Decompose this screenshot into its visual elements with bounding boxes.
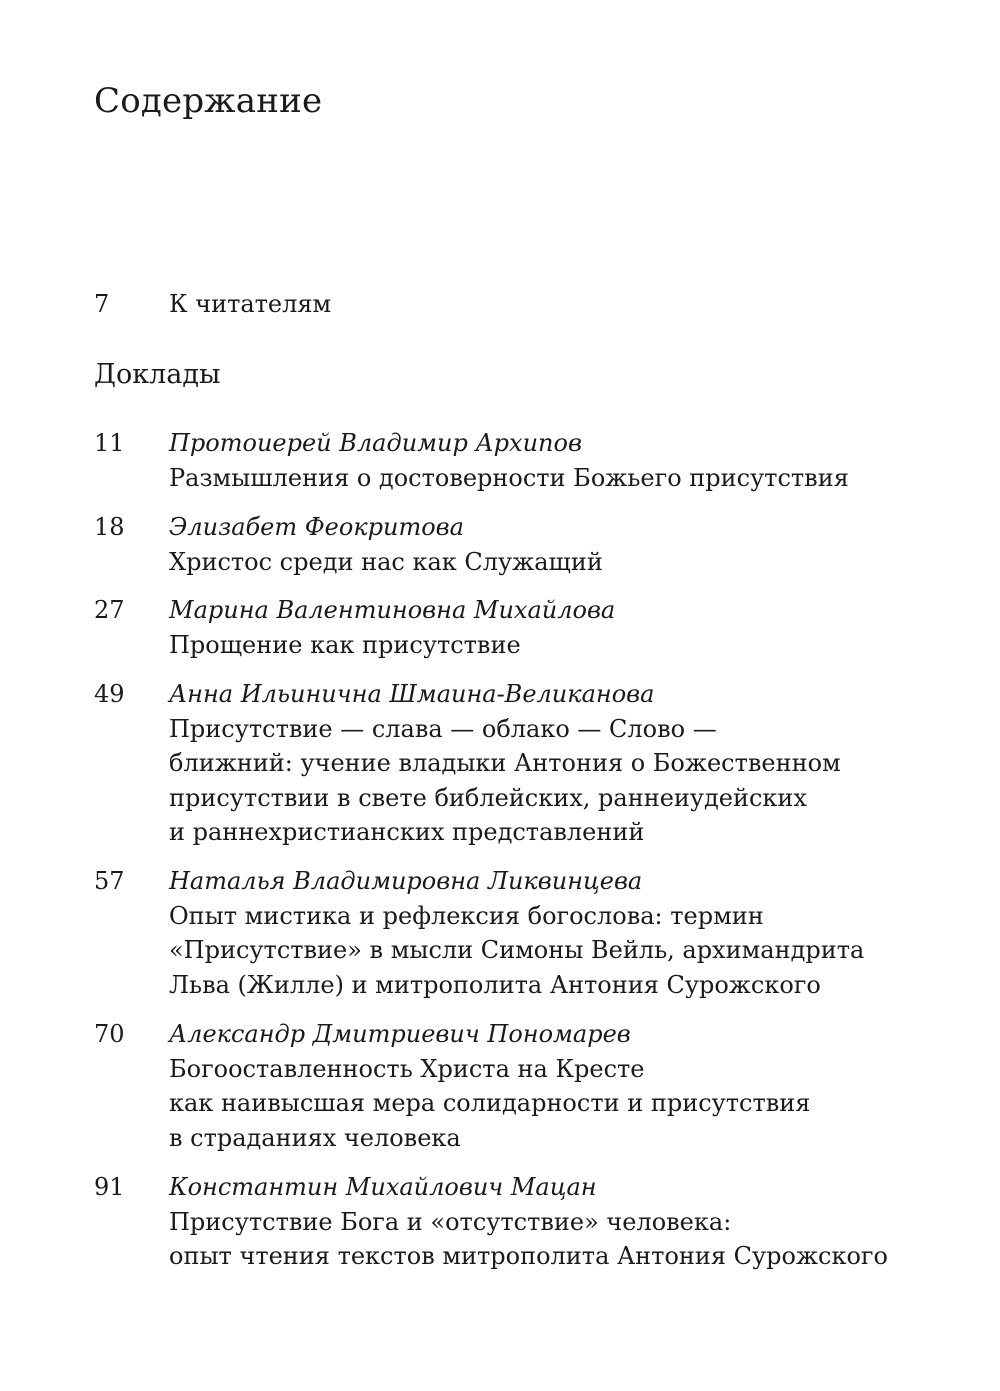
entry-page-number: 27	[94, 596, 125, 624]
toc-entry	[94, 1017, 914, 1155]
entry-page-number: 91	[94, 1173, 125, 1201]
entry-author: Александр Дмитриевич Пономарев	[169, 1020, 631, 1048]
entry-author: Анна Ильинична Шмаина-Великанова	[169, 680, 655, 708]
entry-page-number: 57	[94, 867, 125, 895]
toc-entry	[94, 426, 914, 495]
entry-author: Константин Михайлович Мацан	[169, 1173, 597, 1201]
entry-title-line: Прощение как присутствие	[169, 630, 521, 659]
entry-title-line: как наивысшая мера солидарности и присутствия	[169, 1089, 811, 1117]
entry-page-number: 49	[94, 680, 125, 708]
entry-title-line: в страданиях человека	[169, 1123, 461, 1152]
entry-author: Элизабет Феокритова	[169, 513, 464, 541]
entry-page-number: 18	[94, 513, 125, 541]
toc-entry	[94, 1170, 914, 1274]
toc-entry	[94, 510, 914, 579]
entry-author: Наталья Владимировна Ликвинцева	[169, 867, 643, 895]
entry-title-line: присутствии в свете библейских, раннеиудейских	[169, 783, 807, 812]
entry-title-line: Размышления о достоверности Божьего присутствия	[169, 463, 849, 492]
entry-title: К читателям	[169, 290, 332, 318]
entry-author: Протоиерей Владимир Архипов	[169, 429, 582, 457]
page-title: Содержание	[94, 81, 323, 121]
entry-page-number: 70	[94, 1020, 125, 1048]
entry-title-line: Опыт мистика и рефлексия богослова: термин	[169, 901, 764, 930]
toc-entry-intro	[94, 287, 914, 322]
entry-title-line: Присутствие Бога и «отсутствие» человека:	[169, 1207, 732, 1236]
section-title: Доклады	[94, 359, 221, 390]
toc-entry	[94, 864, 914, 1002]
toc-entry	[94, 593, 914, 662]
entry-author: Марина Валентиновна Михайлова	[169, 596, 616, 624]
entry-title-line: и раннехристианских представлений	[169, 818, 645, 846]
entry-page-number: 11	[94, 429, 125, 457]
entry-title-line: Присутствие — слава — облако — Слово —	[169, 714, 717, 743]
entry-title-line: Христос среди нас как Служащий	[169, 547, 603, 576]
entry-title-line: «Присутствие» в мысли Симоны Вейль, архимандрита	[169, 936, 865, 964]
entry-title-line: Богооставленность Христа на Кресте	[169, 1054, 645, 1083]
entry-title-line: Льва (Жилле) и митрополита Антония Сурожского	[169, 970, 821, 999]
entry-page-number: 7	[94, 290, 110, 318]
entry-title-line: ближний: учение владыки Антония о Божественном	[169, 749, 841, 777]
toc-entry	[94, 677, 914, 850]
entry-title-line: опыт чтения текстов митрополита Антония Сурожского	[169, 1242, 888, 1270]
